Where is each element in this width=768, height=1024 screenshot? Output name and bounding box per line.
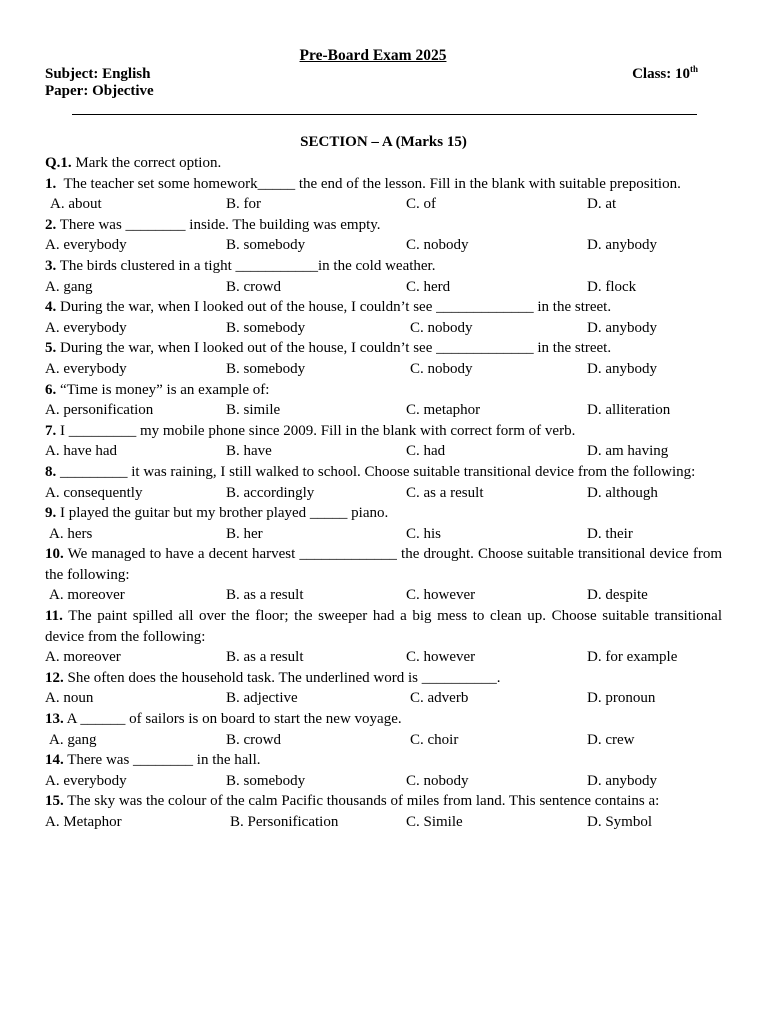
- option-b[interactable]: B. simile: [226, 402, 281, 419]
- question-text: There was ________ in the hall.: [63, 752, 261, 769]
- question-number: 4.: [45, 299, 57, 316]
- option-c[interactable]: C. had: [406, 443, 446, 460]
- section-title: SECTION – A (Marks 15): [300, 134, 467, 150]
- option-d[interactable]: D. although: [587, 484, 658, 501]
- question-number: 10.: [45, 546, 64, 563]
- question-text: We managed to have a decent harvest _____________ the drought. Choose suitable transitional device from the following:: [45, 546, 726, 583]
- question-text: “Time is money” is an example of:: [56, 381, 270, 398]
- option-d[interactable]: D. their: [587, 525, 633, 542]
- exam-title: Pre-Board Exam 2025: [299, 47, 447, 64]
- option-b[interactable]: B. crowd: [226, 731, 281, 748]
- class-text: Class: 10: [632, 66, 690, 82]
- option-a[interactable]: A. gang: [49, 731, 97, 748]
- option-a[interactable]: A. have had: [45, 443, 118, 460]
- question-text: During the war, when I looked out of the house, I couldn’t see _____________ in the street.: [56, 299, 612, 316]
- question-number: 14.: [45, 752, 64, 769]
- option-b[interactable]: B. accordingly: [226, 484, 315, 501]
- option-c[interactable]: C. metaphor: [406, 402, 481, 419]
- option-a[interactable]: A. noun: [45, 690, 94, 707]
- option-d[interactable]: D. alliteration: [587, 402, 671, 419]
- option-c[interactable]: C. nobody: [410, 360, 473, 377]
- instruction-number: Q.1.: [45, 155, 72, 171]
- option-b[interactable]: B. have: [226, 443, 272, 460]
- question-5: [45, 338, 722, 359]
- option-a[interactable]: A. everybody: [45, 319, 127, 336]
- class-label: [632, 66, 698, 83]
- instruction-text: Mark the correct option.: [71, 155, 222, 171]
- question-number: 8.: [45, 463, 57, 480]
- option-c[interactable]: C. choir: [410, 731, 459, 748]
- option-d[interactable]: D. anybody: [587, 237, 657, 254]
- question-number: 2.: [45, 216, 57, 233]
- option-c[interactable]: C. nobody: [406, 237, 469, 254]
- question-15: [45, 791, 722, 812]
- option-a[interactable]: A. moreover: [45, 649, 121, 666]
- option-b[interactable]: B. as a result: [226, 649, 304, 666]
- paper-label: Paper: Objective: [45, 83, 154, 99]
- question-14: [45, 750, 722, 771]
- option-a[interactable]: A. hers: [49, 525, 93, 542]
- question-10: [45, 544, 726, 585]
- option-a[interactable]: A. everybody: [45, 237, 127, 254]
- options-row: [45, 441, 722, 462]
- option-a[interactable]: A. consequently: [45, 484, 143, 501]
- question-text: During the war, when I looked out of the house, I couldn’t see _____________ in the street.: [56, 340, 612, 357]
- question-number: 7.: [45, 422, 57, 439]
- options-row: [45, 400, 722, 421]
- option-d[interactable]: D. flock: [587, 278, 637, 295]
- question-number: 13.: [45, 711, 64, 728]
- question-3: [45, 256, 722, 277]
- question-12: [45, 668, 722, 689]
- question-text: The sky was the colour of the calm Pacific thousands of miles from land. This sentence contains a:: [63, 793, 660, 810]
- option-a[interactable]: A. personification: [45, 402, 154, 419]
- subject-label: Subject: English: [45, 66, 151, 82]
- option-c[interactable]: C. his: [406, 525, 442, 542]
- question-text: The teacher set some homework_____ the end of the lesson. Fill in the blank with suitable preposition.: [56, 175, 681, 192]
- options-row: [45, 194, 722, 215]
- option-a[interactable]: A. everybody: [45, 772, 127, 789]
- option-d[interactable]: D. at: [587, 196, 617, 213]
- question-number: 6.: [45, 381, 57, 398]
- question-number: 11.: [45, 608, 63, 625]
- question-number: 1.: [45, 175, 57, 192]
- option-a[interactable]: A. about: [50, 196, 102, 213]
- option-c[interactable]: C. herd: [406, 278, 451, 295]
- question-text: She often does the household task. The underlined word is __________.: [63, 669, 501, 686]
- option-c[interactable]: C. nobody: [406, 772, 469, 789]
- option-b[interactable]: B. adjective: [226, 690, 298, 707]
- options-row: [45, 359, 722, 380]
- question-7: [45, 421, 722, 442]
- question-8: [45, 462, 722, 483]
- option-b[interactable]: B. as a result: [226, 587, 304, 604]
- options-row: [45, 483, 722, 504]
- options-row: [45, 524, 722, 545]
- question-number: 5.: [45, 340, 57, 357]
- option-b[interactable]: B. her: [226, 525, 263, 542]
- question-2: [45, 215, 722, 236]
- question-number: 3.: [45, 257, 57, 274]
- question-text: The birds clustered in a tight ___________in the cold weather.: [56, 257, 436, 274]
- question-text: The paint spilled all over the floor; the sweeper had a big mess to clean up. Choose suitable transitional device from the following:: [45, 608, 726, 645]
- options-row: [45, 812, 722, 833]
- option-b[interactable]: B. for: [226, 196, 261, 213]
- instruction-line: [45, 153, 722, 174]
- question-13: [45, 709, 722, 730]
- option-a[interactable]: A. Metaphor: [45, 814, 122, 830]
- options-row: [45, 688, 722, 709]
- options-row: [45, 647, 722, 668]
- question-text: _________ it was raining, I still walked to school. Choose suitable transitional device from the following:: [56, 463, 696, 480]
- question-1: [45, 174, 722, 195]
- option-b[interactable]: B. crowd: [226, 278, 281, 295]
- question-9: [45, 503, 722, 524]
- option-c[interactable]: C. of: [406, 196, 436, 213]
- subject-row: [45, 66, 701, 83]
- option-c[interactable]: C. nobody: [410, 319, 473, 336]
- option-d[interactable]: D. crew: [587, 731, 635, 748]
- option-d[interactable]: D. despite: [587, 587, 648, 604]
- option-c[interactable]: C. as a result: [406, 484, 484, 501]
- question-number: 12.: [45, 669, 64, 686]
- option-a[interactable]: A. gang: [45, 278, 93, 295]
- question-6: [45, 380, 722, 401]
- option-d[interactable]: D. Symbol: [587, 814, 653, 830]
- option-d[interactable]: D. anybody: [587, 772, 657, 789]
- option-a[interactable]: A. everybody: [45, 360, 127, 377]
- question-text: I played the guitar but my brother played _____ piano.: [56, 505, 389, 522]
- options-row: [45, 585, 722, 606]
- option-d[interactable]: D. for example: [587, 649, 678, 666]
- option-b[interactable]: B. Personification: [230, 814, 339, 830]
- option-c[interactable]: C. however: [406, 587, 476, 604]
- option-c[interactable]: C. Simile: [406, 814, 463, 830]
- question-number: 9.: [45, 505, 57, 522]
- option-b[interactable]: B. somebody: [226, 319, 306, 336]
- option-c[interactable]: C. however: [406, 649, 476, 666]
- question-list: [45, 174, 726, 833]
- paper-row: [45, 83, 701, 100]
- header-divider: [72, 114, 697, 115]
- option-b[interactable]: B. somebody: [226, 237, 306, 254]
- question-4: [45, 297, 722, 318]
- question-text: There was ________ inside. The building was empty.: [56, 216, 381, 233]
- option-d[interactable]: D. anybody: [587, 360, 657, 377]
- question-number: 15.: [45, 793, 64, 810]
- options-row: [45, 318, 722, 339]
- options-row: [45, 730, 722, 751]
- option-c[interactable]: C. adverb: [410, 690, 469, 707]
- class-superscript: th: [689, 64, 698, 74]
- options-row: [45, 771, 722, 792]
- options-row: [45, 235, 722, 256]
- question-text: A ______ of sailors is on board to start the new voyage.: [63, 711, 402, 728]
- option-a[interactable]: A. moreover: [49, 587, 125, 604]
- exam-header: [45, 46, 701, 100]
- option-b[interactable]: B. somebody: [226, 772, 306, 789]
- option-d[interactable]: D. pronoun: [587, 690, 656, 707]
- option-b[interactable]: B. somebody: [226, 360, 306, 377]
- options-row: [45, 277, 722, 298]
- option-d[interactable]: D. anybody: [587, 319, 657, 336]
- option-d[interactable]: D. am having: [587, 443, 669, 460]
- exam-content: [45, 132, 726, 833]
- question-11: [45, 606, 726, 647]
- question-text: I _________ my mobile phone since 2009. Fill in the blank with correct form of verb.: [56, 422, 576, 439]
